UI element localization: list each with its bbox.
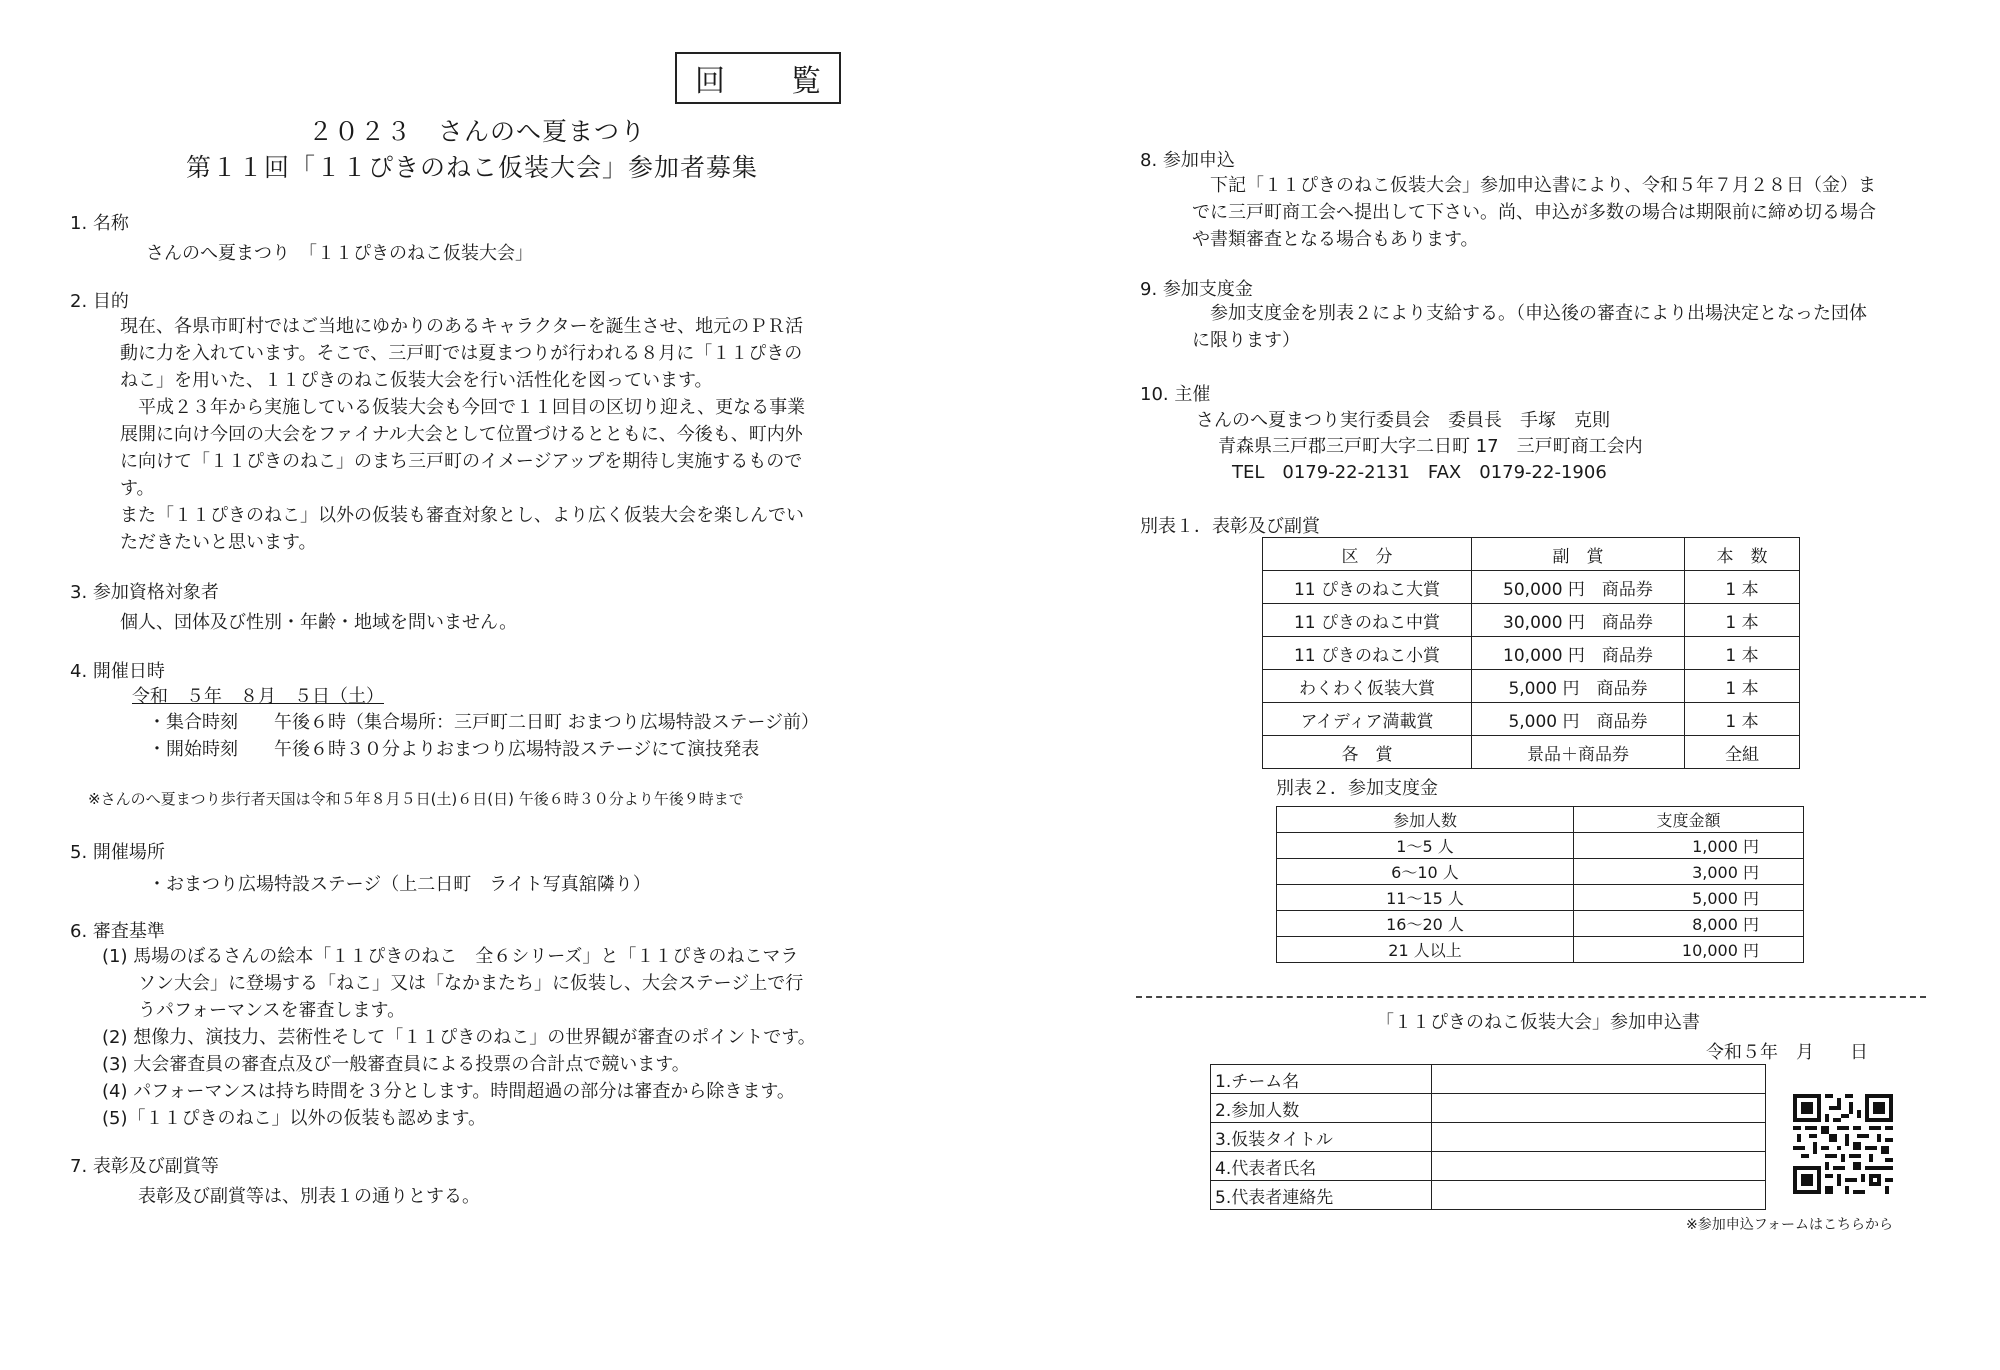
qr-note: ※参加申込フォームはこちらから [1686, 1217, 1894, 1233]
table-row [1263, 703, 1800, 736]
qr-code-icon[interactable] [1793, 1094, 1893, 1194]
section-body: ・おまつり広場特設ステージ（上二日町 ライト写真舘隣り） [148, 874, 651, 895]
table-row [1277, 885, 1804, 911]
form-row [1211, 1181, 1766, 1210]
title-line-2: 第１１回「１１ぴきのねこ仮装大会」参加者募集 [186, 153, 759, 182]
section-heading: 1. 名称 [70, 213, 129, 234]
text-line: に向けて「１１ぴきのねこ」のまち三戸町のイメージアップを期待し実施するもので [120, 451, 803, 472]
section-2-body [120, 313, 805, 556]
table-cell: 5,000 円 [1574, 885, 1804, 911]
representative-contact-field[interactable] [1432, 1181, 1766, 1210]
table-header: 区 分 [1263, 538, 1472, 571]
table-row [1263, 670, 1800, 703]
form-label: 2.参加人数 [1211, 1094, 1432, 1123]
table-cell: 10,000 円 [1574, 937, 1804, 963]
table2-caption: 別表２．参加支度金 [1276, 778, 1438, 799]
section-9-body [1192, 300, 1867, 354]
section-4-datetime [70, 657, 165, 683]
table-header: 副 賞 [1472, 538, 1685, 571]
section-5-venue [70, 838, 651, 896]
section-heading: 8. 参加申込 [1140, 150, 1235, 171]
team-name-field[interactable] [1432, 1065, 1766, 1094]
text-line: 下記「１１ぴきのねこ仮装大会」参加申込書により、令和５年７月２８日（金）ま [1192, 175, 1876, 196]
table-cell: 全組 [1685, 736, 1800, 769]
table-cell: 5,000 円 商品券 [1472, 670, 1685, 703]
section-10-organizer [1140, 380, 1210, 406]
table-header-row [1263, 538, 1800, 571]
table-row [1277, 859, 1804, 885]
costume-title-field[interactable] [1432, 1123, 1766, 1152]
text-line: 参加支度金を別表２により支給する。（申込後の審査により出場決定となった団体 [1192, 303, 1867, 324]
table-cell: 16～20 人 [1277, 911, 1574, 937]
form-title: 「１１ぴきのねこ仮装大会」参加申込書 [1376, 1012, 1700, 1033]
text-line: (3) 大会審査員の審査点及び一般審査員による投票の合計点で競います。 [102, 1054, 690, 1075]
text-line: 展開に向け今回の大会をファイナル大会として位置づけるとともに、今後も、町内外 [120, 424, 803, 445]
table-row [1277, 833, 1804, 859]
table-cell: 50,000 円 商品券 [1472, 571, 1685, 604]
section-heading: 7. 表彰及び副賞等 [70, 1156, 219, 1177]
table-cell: 各 賞 [1263, 736, 1472, 769]
text-line: や書類審査となる場合もあります。 [1192, 229, 1479, 250]
text-line: (2) 想像力、演技力、芸術性そして「１１ぴきのねこ」の世界観が審査のポイントです。 [102, 1027, 816, 1048]
text-line: うパフォーマンスを審査します。 [102, 1000, 406, 1021]
section-heading: 4. 開催日時 [70, 661, 165, 682]
text-line: ねこ」を用いた、１１ぴきのねこ仮装大会を行い活性化を図っています。 [120, 370, 713, 391]
table-cell: 8,000 円 [1574, 911, 1804, 937]
organizer-address: 青森県三戸郡三戸町大字二日町 17 三戸町商工会内 [1218, 436, 1643, 457]
table-row [1263, 637, 1800, 670]
table-cell: 1 本 [1685, 571, 1800, 604]
text-line: 平成２３年から実施している仮装大会も今回で１１回目の区切り迎え、更なる事業 [120, 397, 806, 418]
representative-name-field[interactable] [1432, 1152, 1766, 1181]
form-label: 3.仮装タイトル [1211, 1123, 1432, 1152]
table-header: 参加人数 [1277, 807, 1574, 833]
start-time: ・開始時刻 午後６時３０分よりおまつり広場特設ステージにて演技発表 [148, 739, 760, 760]
application-form-table [1210, 1064, 1766, 1210]
section-heading: 2. 目的 [70, 291, 129, 312]
section-heading: 9. 参加支度金 [1140, 279, 1253, 300]
title-line-1: ２０２３ さんのへ夏まつり [308, 117, 647, 146]
text-line: (4) パフォーマンスは持ち時間を３分とします。時間超過の部分は審査から除きます。 [102, 1081, 795, 1102]
section-heading: 10. 主催 [1140, 384, 1211, 405]
table-cell: 1～5 人 [1277, 833, 1574, 859]
table1-caption: 別表１．表彰及び副賞 [1140, 516, 1320, 537]
text-line: に限ります） [1192, 330, 1300, 351]
table-cell: 景品＋商品券 [1472, 736, 1685, 769]
table-cell: 30,000 円 商品券 [1472, 604, 1685, 637]
table-cell: 11 ぴきのねこ中賞 [1263, 604, 1472, 637]
text-line: でに三戸町商工会へ提出して下さい。尚、申込が多数の場合は期限前に締め切る場合 [1192, 202, 1876, 223]
cut-line-divider [1136, 996, 1926, 998]
allowance-table [1276, 806, 1804, 963]
text-line: ソン大会」に登場する「ねこ」又は「なかまたち」に仮装し、大会ステージ上で行 [102, 973, 804, 994]
table-header: 本 数 [1685, 538, 1800, 571]
section-body: 個人、団体及び性別・年齢・地域を問いません。 [120, 612, 518, 633]
section-8-application [1140, 146, 1235, 172]
section-heading: 3. 参加資格対象者 [70, 582, 219, 603]
table-cell: 1 本 [1685, 604, 1800, 637]
text-line: 動に力を入れています。そこで、三戸町では夏まつりが行われる８月に「１１ぴきの [120, 343, 803, 364]
table-cell: アイディア満載賞 [1263, 703, 1472, 736]
text-line: (5)「１１ぴきのねこ」以外の仮装も認めます。 [102, 1108, 487, 1129]
table-cell: 6～10 人 [1277, 859, 1574, 885]
section-6-body [102, 943, 816, 1132]
table-cell: 3,000 円 [1574, 859, 1804, 885]
section-6-criteria [70, 917, 165, 943]
table-cell: わくわく仮装大賞 [1263, 670, 1472, 703]
section-2-purpose [70, 287, 129, 313]
organizer-phone: TEL 0179-22-2131 FAX 0179-22-1906 [1232, 462, 1607, 483]
awards-table [1262, 537, 1800, 769]
table-cell: 11～15 人 [1277, 885, 1574, 911]
table-cell: 5,000 円 商品券 [1472, 703, 1685, 736]
section-heading: 6. 審査基準 [70, 921, 165, 942]
form-row [1211, 1065, 1766, 1094]
table-row [1263, 736, 1800, 769]
form-date: 令和５年 月 日 [1706, 1042, 1868, 1063]
participant-count-field[interactable] [1432, 1094, 1766, 1123]
text-line: 現在、各県市町村ではご当地にゆかりのあるキャラクターを誕生させ、地元のＰＲ活 [120, 316, 804, 337]
table-cell: 11 ぴきのねこ小賞 [1263, 637, 1472, 670]
text-line: また「１１ぴきのねこ」以外の仮装も審査対象とし、より広く仮装大会を楽しんでい [120, 505, 804, 526]
table-header: 支度金額 [1574, 807, 1804, 833]
form-label: 5.代表者連絡先 [1211, 1181, 1432, 1210]
section-8-body [1192, 172, 1876, 253]
table-row [1277, 937, 1804, 963]
section-heading: 5. 開催場所 [70, 842, 165, 863]
organizer-name: さんのへ夏まつり実行委員会 委員長 手塚 克則 [1196, 410, 1610, 431]
assembly-time: ・集合時刻 午後６時（集合場所：三戸町二日町 おまつり広場特設ステージ前） [148, 712, 819, 733]
section-9-allowance [1140, 275, 1253, 301]
table-cell: 11 ぴきのねこ大賞 [1263, 571, 1472, 604]
table-row [1263, 571, 1800, 604]
event-date: 令和 ５年 ８月 ５日（土） [132, 686, 384, 707]
table-row [1263, 604, 1800, 637]
section-3-eligibility [70, 578, 517, 634]
form-label: 1.チーム名 [1211, 1065, 1432, 1094]
section-body: 表彰及び副賞等は、別表１の通りとする。 [138, 1186, 480, 1207]
table-cell: 1 本 [1685, 703, 1800, 736]
text-line: ただきたいと思います。 [120, 532, 317, 553]
circular-notice-box: 回 覧 [675, 52, 841, 104]
table-cell: 1,000 円 [1574, 833, 1804, 859]
table-cell: 1 本 [1685, 637, 1800, 670]
table-cell: 1 本 [1685, 670, 1800, 703]
table-cell: 21 人以上 [1277, 937, 1574, 963]
text-line: (1) 馬場のぼるさんの絵本「１１ぴきのねこ 全６シリーズ」と「１１ぴきのねこマラ [102, 946, 799, 967]
section-7-awards [70, 1152, 480, 1208]
pedestrian-paradise-note: ※さんのへ夏まつり歩行者天国は令和５年８月５日(土)６日(日) 午後６時３０分より午後９時まで [88, 790, 744, 808]
form-row [1211, 1152, 1766, 1181]
table-header-row [1277, 807, 1804, 833]
section-1-name [70, 209, 533, 265]
form-label: 4.代表者氏名 [1211, 1152, 1432, 1181]
section-body: さんのへ夏まつり 「１１ぴきのねこ仮装大会」 [146, 243, 533, 264]
table-cell: 10,000 円 商品券 [1472, 637, 1685, 670]
form-row [1211, 1094, 1766, 1123]
table-row [1277, 911, 1804, 937]
form-row [1211, 1123, 1766, 1152]
text-line: す。 [120, 478, 155, 499]
